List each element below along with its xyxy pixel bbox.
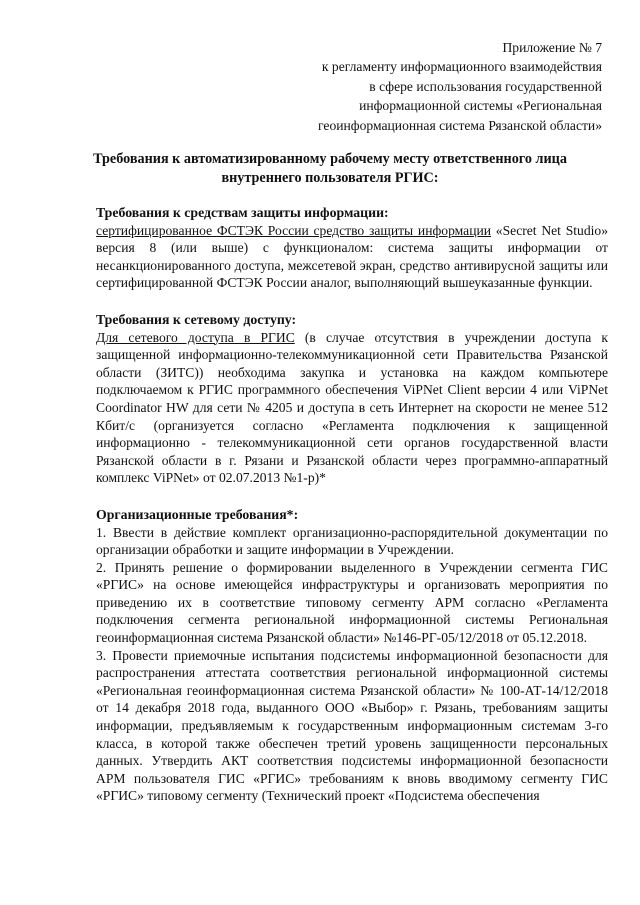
network-heading: Требования к сетевому доступу: xyxy=(96,311,297,327)
security-heading: Требования к средствам защиты информации: xyxy=(96,205,389,220)
network-paragraph xyxy=(96,329,608,487)
document-body xyxy=(96,204,608,824)
security-text: «Secret Net Studio» версия 8 (или выше) с функционалом: система защиты информации от несанкционированного доступа, межсетевой экран, средство антивирусной защиты или сертифицированной ФСТЭК России аналог, выполняющий вышеуказанные функции. xyxy=(96,222,608,291)
security-paragraph xyxy=(96,222,608,292)
appendix-line-1: Приложение № 7 xyxy=(502,40,602,55)
appendix-line-3: в сфере использования государственной xyxy=(369,78,602,94)
org-item-1: 1. Ввести в действие комплект организационно-распорядительной документации по организации обработки и защите информации в Учреждении. xyxy=(96,524,608,558)
appendix-line-4: информационной системы «Региональная xyxy=(359,98,602,114)
security-underlined-text: сертифицированное ФСТЭК России средство защиты информации xyxy=(96,222,492,238)
title-line-1: Требования к автоматизированному рабочему месту ответственного лица xyxy=(93,151,567,167)
org-item-2: 2. Принять решение о формировании выделенного в Учреждении сегмента ГИС «РГИС» на основе имеющейся инфраструктуры и организовать мероприятия по приведению их в соответствие типовому сегменту АРМ согласно «Регламента подключения сегмента региональной информационной системы Региональная геоинформационная система Рязанской области» №146-РГ-05/12/2018 от 05.12.2018. xyxy=(96,559,608,646)
title-line-2: внутреннего пользователя РГИС: xyxy=(221,170,439,186)
appendix-line-2: к регламенту информационного взаимодействия xyxy=(321,59,602,75)
appendix-header xyxy=(262,38,602,135)
org-section xyxy=(96,506,608,805)
document-title xyxy=(60,150,600,188)
network-underlined-text: Для сетевого доступа в РГИС xyxy=(96,329,295,345)
security-section xyxy=(96,204,608,292)
org-item-3: 3. Провести приемочные испытания подсистемы информационной безопасности для распространения аттестата соответствия региональной информационной системы «Региональная геоинформационная система Рязанской области» № 100-АТ-14/12/2018 от 14 декабря 2018 года, выданного ООО «Выбор» г. Рязань, требованиям защиты информации, предъявляемым к государственным информационным системам 3-го класса, в которой также обеспечен третий уровень защищенности персональных данных. Утвердить АКТ соответствия подсистемы информационной безопасности АРМ пользователя ГИС «РГИС» требованиям к вновь вводимому сегменту ГИС «РГИС» типовому сегменту (Технический проект «Подсистема обеспечения xyxy=(96,647,608,804)
appendix-line-5: геоинформационная система Рязанской области» xyxy=(318,117,602,133)
network-section xyxy=(96,311,608,487)
network-text: (в случае отсутствия в учреждении доступа к защищенной информационно-телекоммуникационной сети Правительства Рязанской области (ЗИТС)) необходима закупка и установка на каждом компьютере подключаемом к РГИС программного обеспечения ViPNet Client версии 4 или ViPNet Coordinator HW для сети № 4205 и доступа в сеть Интернет на скорости не менее 512 Кбит/с (организуется согласно «Регламента подключения к защищенной информационно - телекоммуникационной сети органов государственной власти Рязанской области в г. Рязани и Рязанской области через программно-аппаратный комплекс ViPNet» от 02.07.2013 №1-р)* xyxy=(96,329,608,486)
org-heading: Организационные требования*: xyxy=(96,506,299,522)
